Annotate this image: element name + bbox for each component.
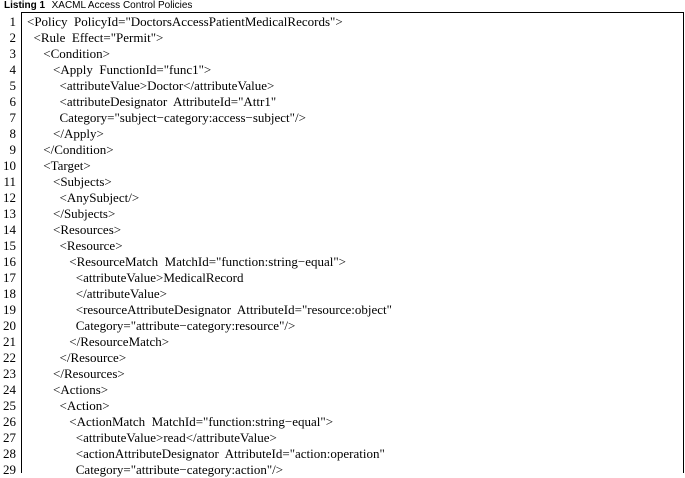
code-text: Category="subject−category:access−subject"/> xyxy=(27,110,306,125)
code-line xyxy=(0,350,680,366)
code-text: Category="attribute−category:resource"/> xyxy=(27,318,296,333)
line-number: 8 xyxy=(9,126,16,141)
line-number: 28 xyxy=(3,446,16,461)
code-text: <Action> xyxy=(27,398,110,413)
code-line xyxy=(0,318,680,334)
code-text: <Resource> xyxy=(27,238,123,253)
code-line xyxy=(0,382,680,398)
code-line xyxy=(0,110,680,126)
line-number: 6 xyxy=(9,94,16,109)
code-text: <Target> xyxy=(27,158,91,173)
code-line xyxy=(0,78,680,94)
code-text: <Condition> xyxy=(27,46,110,61)
code-line xyxy=(0,142,680,158)
line-number: 20 xyxy=(3,318,16,333)
line-number: 3 xyxy=(9,46,16,61)
code-text: <AnySubject/> xyxy=(27,190,140,205)
code-line xyxy=(0,174,680,190)
code-text: <ActionMatch MatchId="function:string−equal"> xyxy=(27,414,334,429)
line-number: 21 xyxy=(3,334,16,349)
code-text: <Apply FunctionId="func1"> xyxy=(27,62,212,77)
line-number: 2 xyxy=(9,30,16,45)
line-number: 11 xyxy=(3,174,16,189)
code-line xyxy=(0,14,680,30)
code-text: </Apply> xyxy=(27,126,104,141)
code-line xyxy=(0,254,680,270)
code-line xyxy=(0,158,680,174)
code-line xyxy=(0,62,680,78)
line-number: 24 xyxy=(3,382,16,397)
code-line xyxy=(0,334,680,350)
code-text: </Subjects> xyxy=(27,206,116,221)
line-number: 29 xyxy=(3,462,16,477)
code-line xyxy=(0,126,680,142)
line-number: 23 xyxy=(3,366,16,381)
code-line xyxy=(0,398,680,414)
line-number: 27 xyxy=(3,430,16,445)
code-text: <attributeValue>Doctor</attributeValue> xyxy=(27,78,275,93)
code-text: </Resource> xyxy=(27,350,127,365)
code-text: <attributeDesignator AttributeId="Attr1" xyxy=(27,94,277,109)
code-line xyxy=(0,286,680,302)
line-number: 25 xyxy=(3,398,16,413)
code-line xyxy=(0,30,680,46)
line-number: 12 xyxy=(3,190,16,205)
code-text: <Resources> xyxy=(27,222,122,237)
listing-label: Listing 1 xyxy=(4,0,46,11)
code-line xyxy=(0,366,680,382)
code-line xyxy=(0,446,680,462)
line-number: 22 xyxy=(3,350,16,365)
line-number: 14 xyxy=(3,222,16,237)
code-line xyxy=(0,270,680,286)
code-text: <Rule Effect="Permit"> xyxy=(27,30,164,45)
listing-frame-right xyxy=(683,12,684,473)
code-line xyxy=(0,302,680,318)
listing-title: XACML Access Control Policies xyxy=(51,0,193,11)
line-number: 15 xyxy=(3,238,16,253)
code-text: <attributeValue>read</attributeValue> xyxy=(27,430,277,445)
code-text: <resourceAttributeDesignator AttributeId="resource:object" xyxy=(27,302,392,317)
line-number: 18 xyxy=(3,286,16,301)
line-number: 13 xyxy=(3,206,16,221)
line-number: 26 xyxy=(3,414,16,429)
code-line xyxy=(0,462,680,478)
code-line xyxy=(0,414,680,430)
line-number: 4 xyxy=(9,62,16,77)
line-number: 10 xyxy=(3,158,16,173)
code-text: <Policy PolicyId="DoctorsAccessPatientMedicalRecords"> xyxy=(27,14,343,29)
code-line xyxy=(0,190,680,206)
code-text: </attributeValue> xyxy=(27,286,167,301)
code-text: </ResourceMatch> xyxy=(27,334,170,349)
code-text: <Actions> xyxy=(27,382,109,397)
code-text: Category="attribute−category:action"/> xyxy=(27,462,284,477)
line-number: 7 xyxy=(9,110,16,125)
code-line xyxy=(0,430,680,446)
line-number: 5 xyxy=(9,78,16,93)
code-line xyxy=(0,238,680,254)
listing-caption xyxy=(4,0,192,12)
line-number: 19 xyxy=(3,302,16,317)
line-number: 17 xyxy=(3,270,16,285)
code-text: </Resources> xyxy=(27,366,125,381)
code-text: <Subjects> xyxy=(27,174,112,189)
code-text: <attributeValue>MedicalRecord xyxy=(27,270,244,285)
code-text: </Condition> xyxy=(27,142,114,157)
line-number: 1 xyxy=(9,14,16,29)
line-number: 16 xyxy=(3,254,16,269)
code-line xyxy=(0,206,680,222)
code-line xyxy=(0,46,680,62)
code-line xyxy=(0,222,680,238)
code-line xyxy=(0,94,680,110)
listing-frame-top xyxy=(21,12,684,13)
line-number: 9 xyxy=(9,142,16,157)
code-text: <actionAttributeDesignator AttributeId="action:operation" xyxy=(27,446,385,461)
code-text: <ResourceMatch MatchId="function:string−equal"> xyxy=(27,254,347,269)
